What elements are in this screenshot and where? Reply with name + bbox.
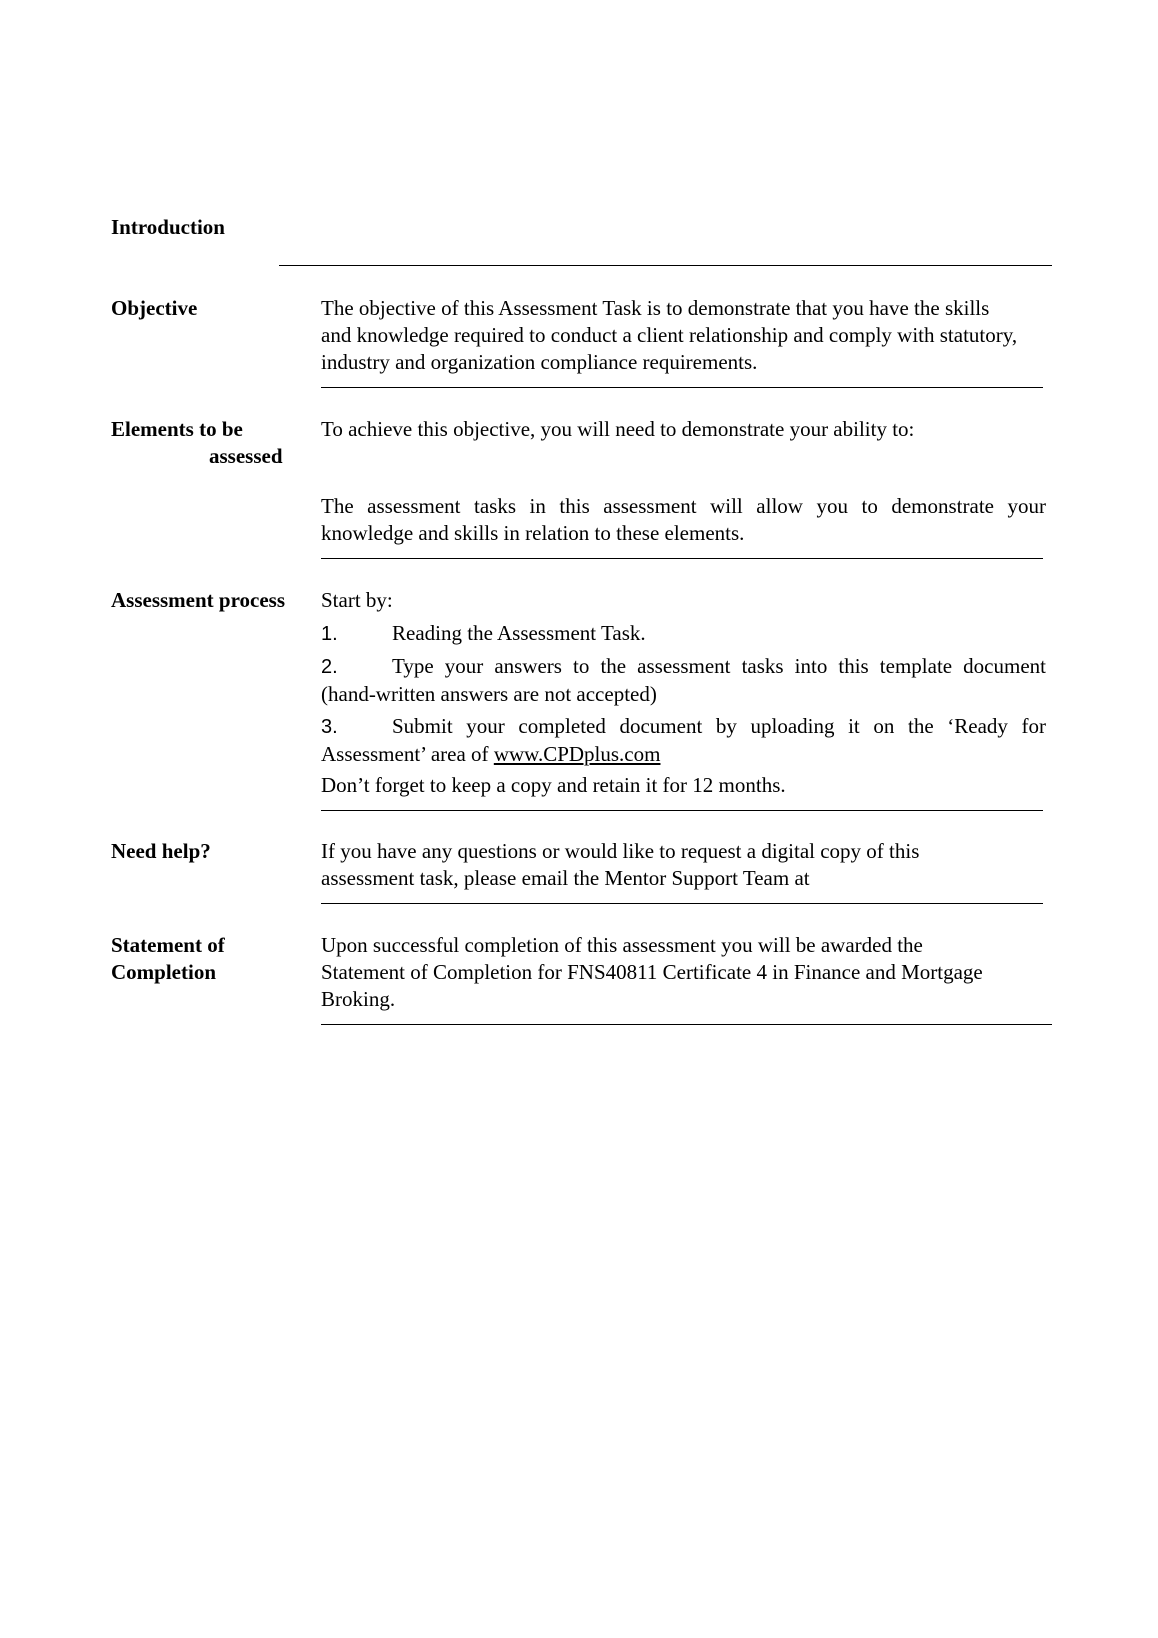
divider — [279, 265, 1052, 266]
step-text: Type your answers to the assessment tasks into this template document (hand-written answers are not accepted) — [321, 654, 1046, 706]
divider — [321, 1024, 1052, 1025]
list-item — [321, 620, 1046, 648]
divider — [321, 387, 1043, 388]
elements-label-line2: assessed — [209, 444, 283, 468]
divider — [321, 810, 1043, 811]
list-item — [321, 713, 1046, 768]
need-help-text: If you have any questions or would like to request a digital copy of this assessment task, please email the Mentor Support Team at — [321, 839, 920, 890]
elements-text: The assessment tasks in this assessment will allow you to demonstrate your knowledge and skills in relation to these elements. — [321, 494, 1046, 545]
page-title: Introduction — [111, 215, 225, 239]
step-number: 3. — [321, 716, 338, 738]
elements-label-line1: Elements to be — [111, 417, 243, 441]
completion-label-line1: Statement of — [111, 933, 225, 957]
divider — [321, 903, 1043, 904]
divider — [321, 558, 1043, 559]
reminder-text: Don’t forget to keep a copy and retain it for 12 months. — [321, 773, 786, 797]
cpdplus-link[interactable]: www.CPDplus.com — [493, 742, 661, 766]
objective-text: The objective of this Assessment Task is to demonstrate that you have the skills and knowledge required to conduct a client relationship and comply with statutory, industry and organization compliance requirements. — [321, 296, 1018, 374]
need-help-label: Need help? — [111, 839, 211, 863]
step-number: 2. — [321, 656, 338, 678]
elements-intro-text: To achieve this objective, you will need to demonstrate your ability to: — [321, 417, 915, 441]
completion-label-line2: Completion — [111, 960, 216, 984]
assessment-process-label: Assessment process — [111, 588, 286, 612]
step-text: Reading the Assessment Task. — [392, 621, 646, 645]
start-by-text: Start by: — [321, 588, 393, 612]
objective-label: Objective — [111, 296, 198, 320]
step-text: Submit your completed document by uploading it on the ‘Ready for Assessment’ area of — [321, 714, 1046, 766]
list-item — [321, 653, 1046, 708]
completion-text: Upon successful completion of this assessment you will be awarded the Statement of Completion for FNS40811 Certificate 4 in Finance and Mortgage Broking. — [321, 933, 983, 1011]
step-number: 1. — [321, 623, 338, 645]
